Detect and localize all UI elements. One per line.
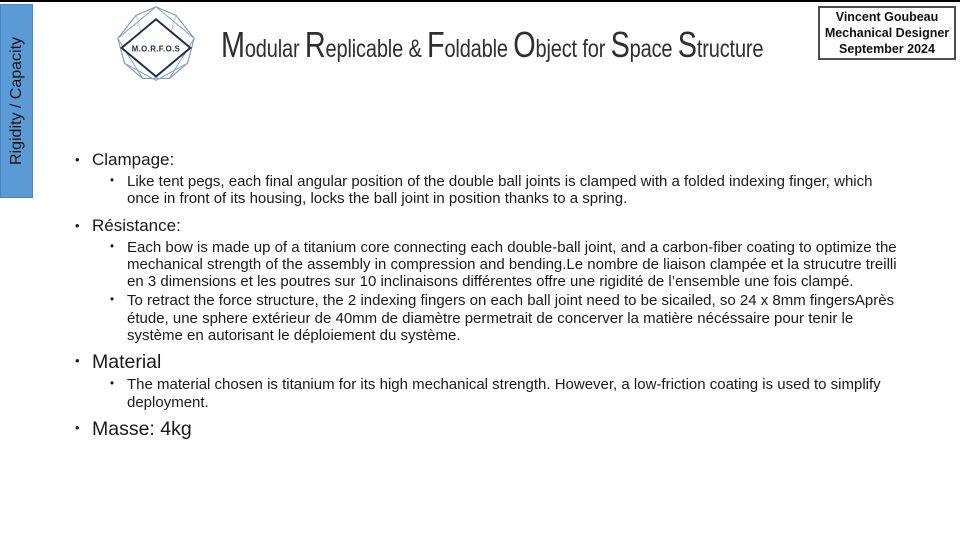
bullet-paragraph — [110, 173, 907, 208]
author-role: Mechanical Designer — [824, 26, 950, 40]
bullet-icon: • — [75, 152, 80, 167]
bullet-icon: • — [110, 378, 115, 391]
title-text: & — [408, 35, 428, 63]
bullet-list — [75, 142, 915, 443]
bullet-icon: • — [110, 175, 115, 187]
morfos-logo — [110, 4, 202, 88]
bullet-text: The material chosen is titanium for its high mechanical strength. However, a low-friction coating is used to simplify deployment. — [127, 376, 881, 411]
slide-title — [221, 24, 763, 66]
bullet-text: Résistance: — [92, 215, 181, 235]
title-capital-letter: M — [221, 24, 245, 65]
bullet-heading — [75, 215, 915, 237]
title-text: oldable — [444, 35, 514, 63]
section-tab-label: Rigidity / Capacity — [8, 36, 25, 166]
title-text: bject — [535, 35, 583, 63]
bullet-paragraph — [110, 376, 907, 411]
icosahedron-logo-icon — [110, 4, 202, 88]
bullet-paragraph — [110, 292, 907, 344]
title-text: odular — [244, 35, 305, 63]
title-text: eplicable — [325, 35, 409, 63]
title-capital-letter: O — [513, 24, 536, 65]
bullet-text: Each bow is made up of a titanium core connecting each double-ball joint, and a carbon-fiber coating to optimize the mechanical strength of the assembly in compression and bending.Le nombre de liaison clampée et la strucutre treilli en 3 dimensions et les poutres sur 10 inclinaisons différentes offre une rigidité de l’ensemble une fois clampé. — [127, 238, 897, 291]
bullet-icon: • — [75, 217, 80, 233]
bullet-text: Clampage: — [92, 150, 175, 169]
author-info-box — [818, 6, 956, 60]
bullet-heading — [75, 149, 915, 171]
title-capital-letter: S — [677, 24, 697, 65]
bullet-paragraph — [110, 239, 907, 291]
bullet-text: Material — [92, 351, 162, 374]
bullet-icon: • — [75, 353, 80, 369]
bullet-heading — [75, 417, 915, 441]
logo-wordmark: M.O.R.F.O.S — [131, 44, 181, 54]
section-tab — [0, 4, 33, 198]
bullet-icon: • — [75, 419, 80, 435]
bullet-text: Like tent pegs, each final angular position of the double ball joints is clamped with a folded indexing finger, which once in front of its housing, locks the ball joint in position thanks to a spring. — [127, 173, 873, 208]
title-text: for — [582, 35, 611, 63]
bullet-heading — [75, 350, 915, 374]
title-capital-letter: S — [610, 24, 630, 65]
title-capital-letter: R — [304, 24, 326, 65]
bullet-icon: • — [110, 294, 115, 307]
bullet-text: To retract the force structure, the 2 indexing fingers on each ball joint need to be sicailed, so 24 x 8mm fingersAprès étude, une sphere extérieur de 40mm de diamètre permetrait de concerver la matière nécéssaire pour tenir le système en autorisant le déploiement du système. — [127, 292, 895, 345]
bullet-text: Masse: 4kg — [92, 417, 192, 440]
bullet-icon: • — [110, 240, 115, 253]
title-text: tructure — [696, 35, 764, 63]
slide-date: September 2024 — [839, 42, 935, 56]
title-capital-letter: F — [427, 24, 445, 65]
author-name: Vincent Goubeau — [835, 10, 939, 24]
title-text: pace — [629, 35, 678, 63]
